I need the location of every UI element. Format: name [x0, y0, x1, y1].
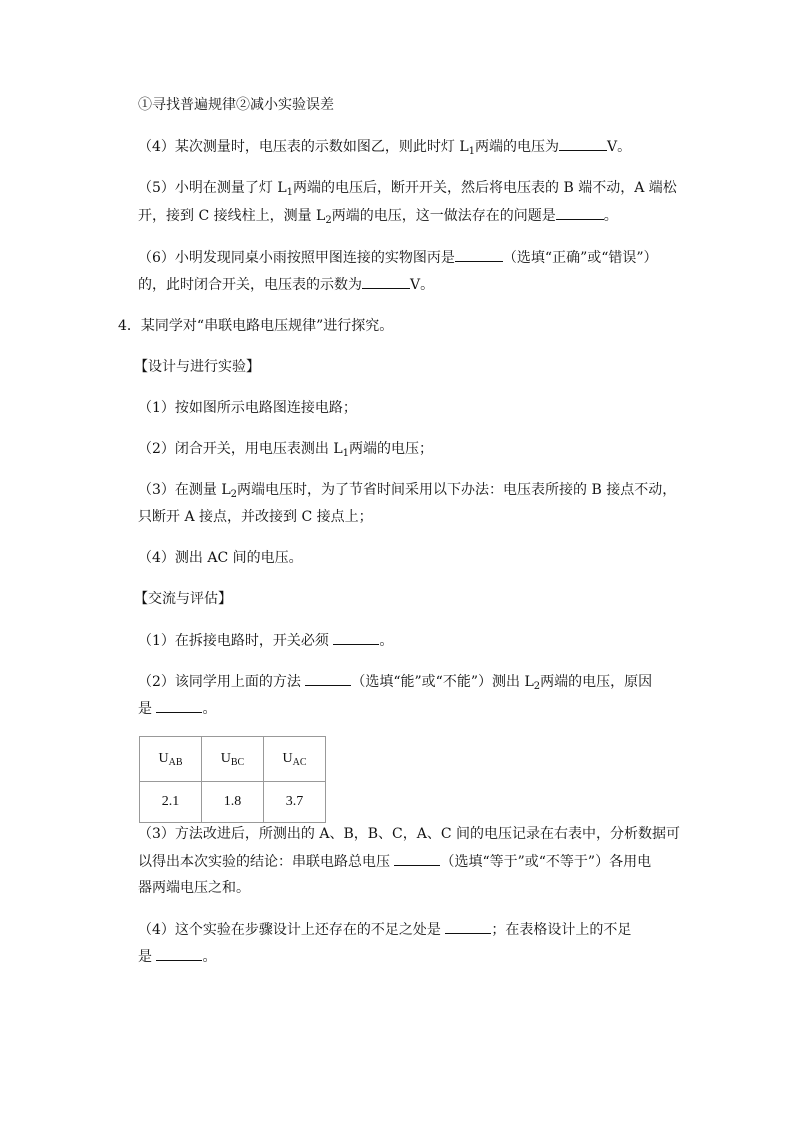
question-4-heading: 4．某同学对“串联电路电压规律”进行探究。	[118, 318, 394, 334]
step-2: （2）闭合开关，用电压表测出 $L_1$两端的电压；	[138, 441, 434, 459]
table-row	[140, 782, 326, 823]
step-1: （1）按如图所示电路图连接电路；	[138, 400, 357, 416]
question-4-line: （4）某次测量时，电压表的示数如图乙，则此时灯 $L_1$两端的电压为 V。	[138, 136, 631, 157]
eval-1: （1）在拆接电路时，开关必须 。	[138, 630, 393, 651]
answer-blank[interactable]	[156, 946, 202, 961]
header-uac: $U_{AC}$	[264, 737, 326, 782]
table-header-row	[140, 737, 326, 782]
eval-2-line-2: 是 。	[138, 698, 216, 719]
question-5-line-1: （5）小明在测量了灯 $L_1$两端的电压后，断开开关，然后将电压表的 B 端不动，A 端松	[138, 180, 677, 198]
eval-3-line-2: 以得出本次实验的结论：串联电路总电压 （选填“等于”或“不等于”）各用电	[138, 851, 651, 872]
step-3-line-2: 只断开 A 接点，并改接到 C 接点上；	[138, 509, 373, 525]
question-5-line-2: 开，接到 C 接线柱上，测量 $L_2$两端的电压，这一做法存在的问题是 。	[138, 205, 618, 226]
answer-blank[interactable]	[156, 698, 202, 713]
answer-blank[interactable]	[305, 671, 351, 686]
eval-2-line-1: （2）该同学用上面的方法 （选填“能”或“不能”）测出 $L_2$两端的电压，原因	[138, 671, 652, 692]
answer-blank[interactable]	[445, 919, 491, 934]
eval-4-line-1: （4）这个实验在步骤设计上还存在的不足之处是 ；在表格设计上的不足	[138, 919, 631, 940]
eval-4-line-2: 是 。	[138, 946, 216, 967]
text-line-1: ①寻找普遍规律②减小实验误差	[138, 97, 334, 113]
voltage-table	[139, 736, 326, 823]
answer-blank[interactable]	[333, 630, 379, 645]
eval-3-line-1: （3）方法改进后，所测出的 A、B，B、C，A、C 间的电压记录在右表中，分析数据可	[138, 826, 681, 842]
question-6-line-1: （6）小明发现同桌小雨按照甲图连接的实物图丙是 （选填“正确”或“错误”）	[138, 247, 658, 268]
answer-blank[interactable]	[394, 851, 440, 866]
header-ubc: $U_{BC}$	[202, 737, 264, 782]
header-uab: $U_{AB}$	[140, 737, 202, 782]
value-uac: 3.7	[264, 782, 326, 823]
step-3-line-1: （3）在测量 $L_2$两端电压时，为了节省时间采用以下办法：电压表所接的 B 接点不动，	[138, 482, 677, 500]
value-uab: 2.1	[140, 782, 202, 823]
question-6-line-2: 的，此时闭合开关，电压表的示数为 V。	[138, 274, 434, 295]
answer-blank[interactable]	[559, 136, 607, 151]
section-evaluation-heading: 【交流与评估】	[134, 591, 232, 607]
eval-3-line-3: 器两端电压之和。	[138, 880, 250, 896]
answer-blank[interactable]	[362, 274, 410, 289]
section-design-heading: 【设计与进行实验】	[134, 359, 260, 375]
answer-blank[interactable]	[455, 247, 503, 262]
answer-blank[interactable]	[556, 205, 604, 220]
value-ubc: 1.8	[202, 782, 264, 823]
step-4: （4）测出 AC 间的电压。	[138, 550, 303, 566]
